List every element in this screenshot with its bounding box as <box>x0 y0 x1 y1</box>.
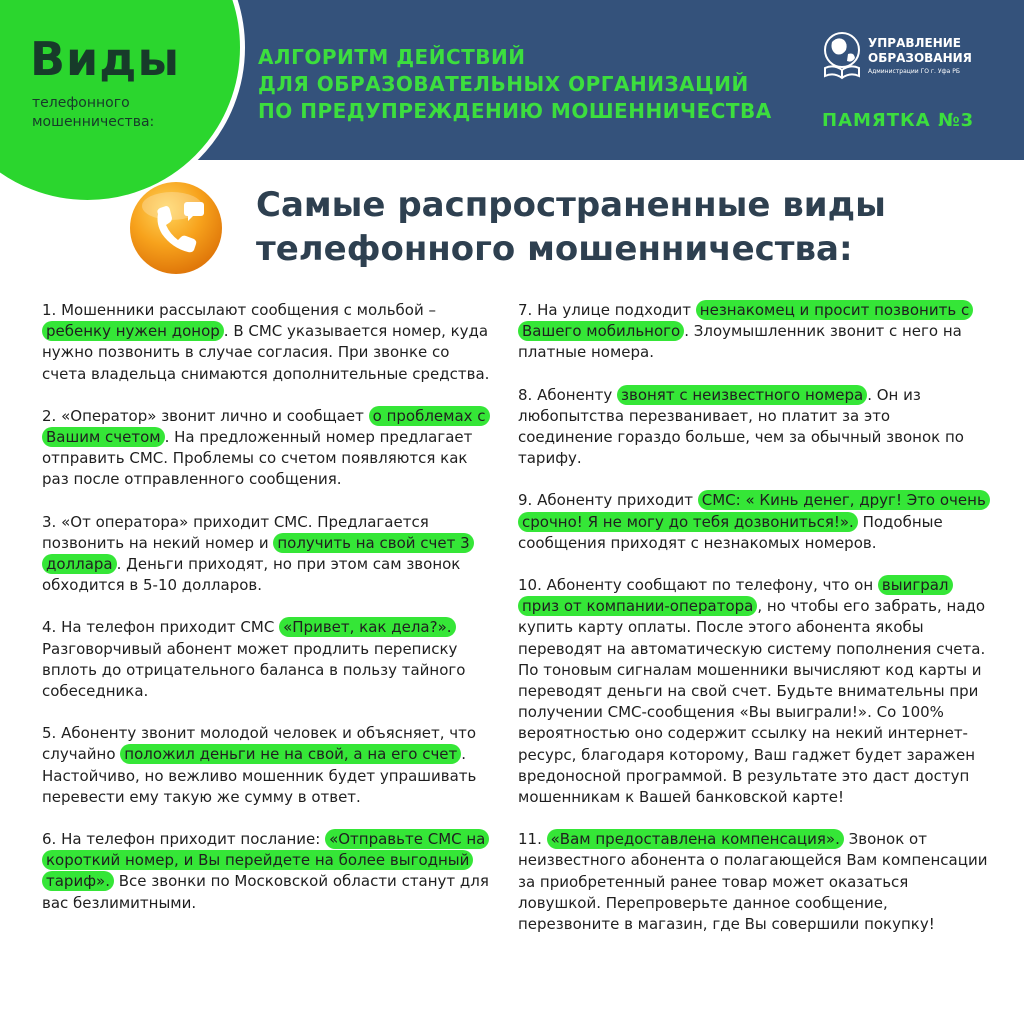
fraud-item-9 <box>518 490 988 554</box>
item-text: Все звонки по Московской области станут для вас безлимитными. <box>42 872 489 912</box>
item-text: 9. Абоненту приходит <box>518 491 698 510</box>
item-text: . На предложенный номер предлагает отправить СМС. Проблемы со счетом появляются как раз после отправленного сообщения. <box>42 428 473 489</box>
item-text: . В СМС указывается номер, куда нужно позвонить в случае согласия. При звонке со счета владельца снимаются дополнительные средства. <box>42 322 490 383</box>
badge-title: Виды <box>30 32 181 86</box>
item-highlight: «Отправьте СМС на короткий номер, и Вы перейдете на более выгодный тариф». <box>42 829 489 891</box>
item-text: 11. <box>518 830 547 849</box>
item-text: . Деньги приходят, но при этом сам звонок обходится в 5-10 долларов. <box>42 555 461 595</box>
item-highlight: получить на свой счет 3 доллара <box>42 533 474 574</box>
item-text: 2. «Оператор» звонит лично и сообщает <box>42 406 369 425</box>
left-column <box>42 300 492 935</box>
fraud-item-11 <box>518 829 988 935</box>
item-text: 8. Абоненту <box>518 385 617 404</box>
item-highlight: звонят с неизвестного номера <box>617 385 867 405</box>
item-text: 1. Мошенники рассылают сообщения с мольбой – <box>42 301 436 319</box>
main-title <box>256 183 956 271</box>
item-text: 6. На телефон приходит послание: <box>42 830 326 849</box>
algorithm-heading <box>258 44 798 125</box>
item-highlight: «Вам предоставлена компенсация». <box>547 829 844 849</box>
badge-subtitle <box>32 94 212 132</box>
right-column <box>518 300 988 956</box>
item-text: 10. Абоненту сообщают по телефону, что он <box>518 576 878 595</box>
fraud-item-8 <box>518 385 988 470</box>
algorithm-line-2: ДЛЯ ОБРАЗОВАТЕЛЬНЫХ ОРГАНИЗАЦИЙ <box>258 72 749 96</box>
item-text: , но чтобы его забрать, надо купить карту оплаты. После этого абонента якобы переводят на автоматическую систему пополнения счета. По тоновым сигналам мошенники вычисляют код карты и переводят деньги на свой счет. Будьте внимательны при получении СМС-сообщения «Вы выиграли!». Со 100% вероятностью оно содержит ссылку на некий интернет-ресурс, благодаря которому, Ваш гаджет будет заражен вредоносной программой. В результате это даст доступ мошенникам к Вашей банковской карте! <box>518 597 986 807</box>
item-text: 5. Абоненту звонит молодой человек и объясняет, что случайно <box>42 724 477 764</box>
fraud-item-3 <box>42 512 492 597</box>
item-text: 3. «От оператора» приходит СМС. Предлагается позвонить на некий номер и <box>42 512 429 552</box>
item-text: Звонок от неизвестного абонента о полагающейся Вам компенсации за приобретенный ранее товар может оказаться ловушкой. Перепроверьте данное сообщение, перезвоните в магазин, где Вы совершили покупку! <box>518 830 988 934</box>
item-text: 7. На улице подходит <box>518 301 696 319</box>
green-circle-badge <box>0 0 250 200</box>
fraud-item-4 <box>42 617 492 702</box>
fraud-item-7 <box>518 300 988 364</box>
fraud-item-1 <box>42 300 492 385</box>
item-text: 4. На телефон приходит СМС <box>42 618 280 637</box>
main-title-line1: Самые распространенные виды <box>256 185 886 225</box>
globe-book-icon <box>822 30 864 80</box>
item-highlight: положил деньги не на свой, а на его счет <box>120 744 461 764</box>
item-highlight: ребенку нужен донор <box>42 321 224 341</box>
item-highlight: «Привет, как дела?». <box>279 617 455 637</box>
fraud-item-5 <box>42 723 492 808</box>
badge-subtitle-line2: мошенничества: <box>32 114 155 130</box>
item-highlight: СМС: « Кинь денег, друг! Это очень срочно! Я не могу до тебя дозвониться!». <box>518 490 990 531</box>
logo-title <box>868 36 972 66</box>
item-text: Разговорчивый абонент может продлить переписку вплоть до отрицательного баланса в пользу тайного собеседника. <box>42 639 466 701</box>
main-title-line2: телефонного мошенничества: <box>256 229 853 269</box>
item-text: . Злоумышленник звонит с него на платные номера. <box>518 322 962 362</box>
logo-line-1: УПРАВЛЕНИЕ <box>868 36 961 50</box>
item-highlight: незнакомец и просит позвонить с Вашего мобильного <box>518 300 973 341</box>
logo-line-2: ОБРАЗОВАНИЯ <box>868 51 972 65</box>
fraud-item-6 <box>42 829 492 914</box>
item-text: . Он из любопытства перезванивает, но платит за это соединение гораздо больше, чем за обычный звонок по тарифу. <box>518 385 964 468</box>
item-text: . Настойчиво, но вежливо мошенник будет упрашивать перевести ему такую же сумму в ответ. <box>42 745 477 806</box>
item-highlight: о проблемах с Вашим счетом <box>42 406 490 447</box>
badge-subtitle-line1: телефонного <box>32 95 130 111</box>
memo-number: ПАМЯТКА №3 <box>822 110 975 131</box>
education-department-logo <box>822 30 1012 82</box>
phone-icon <box>128 180 224 276</box>
item-highlight: выиграл приз от компании-оператора <box>518 575 953 616</box>
item-text: Подобные сообщения приходят с незнакомых номеров. <box>518 512 943 552</box>
algorithm-line-3: ПО ПРЕДУПРЕЖДЕНИЮ МОШЕННИЧЕСТВА <box>258 99 772 123</box>
logo-subtitle: Администрации ГО г. Уфа РБ <box>868 68 960 75</box>
fraud-item-10 <box>518 575 988 808</box>
algorithm-line-1: АЛГОРИТМ ДЕЙСТВИЙ <box>258 45 526 69</box>
fraud-item-2 <box>42 406 492 491</box>
